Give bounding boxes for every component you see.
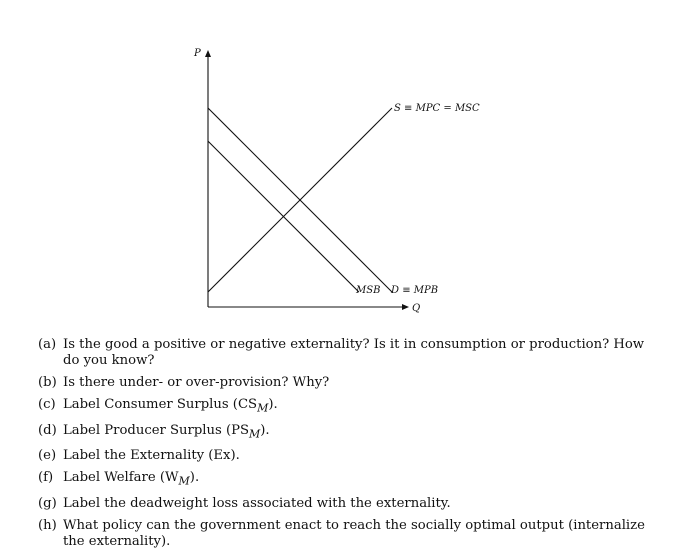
- x-axis-label: Q: [412, 303, 421, 314]
- y-axis-arrowhead: [205, 50, 211, 57]
- question-text-line: [63, 470, 650, 490]
- question-text-tail: ).: [189, 470, 200, 486]
- question-g: [38, 496, 650, 512]
- question-text: Label the deadweight loss associated with the externality.: [63, 495, 451, 511]
- question-text: Is the good a positive or negative externality? Is it in consumption or production? How do you know?: [63, 337, 645, 368]
- demand-curve-label: D ≡ MPB: [391, 285, 439, 296]
- question-letter: (h): [38, 517, 57, 533]
- question-list: [38, 337, 650, 556]
- question-text: What policy can the government enact to reach the socially optimal output (internalize the externality).: [63, 517, 645, 549]
- question-subscript: M: [178, 474, 190, 488]
- question-e: [38, 448, 650, 464]
- question-text: Label Producer Surplus (PS: [63, 422, 250, 438]
- question-letter: (e): [38, 448, 57, 464]
- question-f: [38, 470, 650, 490]
- question-b: [38, 375, 650, 391]
- question-c: [38, 397, 650, 417]
- question-letter: (b): [38, 375, 57, 390]
- question-d: [38, 423, 650, 443]
- question-text: Label Welfare (W: [63, 470, 179, 486]
- question-letter: (g): [38, 495, 57, 511]
- question-text: Label Consumer Surplus (CS: [63, 397, 258, 412]
- question-subscript: M: [257, 401, 269, 415]
- x-axis-arrowhead: [402, 304, 409, 310]
- question-a: [38, 337, 650, 369]
- question-text-line: [63, 423, 650, 443]
- question-text-tail: ).: [260, 422, 270, 438]
- question-text: Is there under- or over-provision? Why?: [63, 375, 330, 390]
- supply-curve-label: S ≡ MPC = MSC: [394, 103, 480, 114]
- question-letter: (f): [38, 470, 54, 486]
- y-axis-label: P: [194, 48, 201, 59]
- msb-curve-label: MSB: [356, 285, 381, 296]
- question-text-line: [63, 397, 650, 417]
- question-h: [38, 518, 650, 550]
- question-text: Label the Externality (Ex).: [63, 448, 240, 464]
- question-text-tail: ).: [268, 397, 278, 412]
- question-subscript: M: [249, 427, 261, 441]
- question-letter: (d): [38, 422, 57, 438]
- question-letter: (a): [38, 337, 57, 352]
- question-letter: (c): [38, 397, 56, 412]
